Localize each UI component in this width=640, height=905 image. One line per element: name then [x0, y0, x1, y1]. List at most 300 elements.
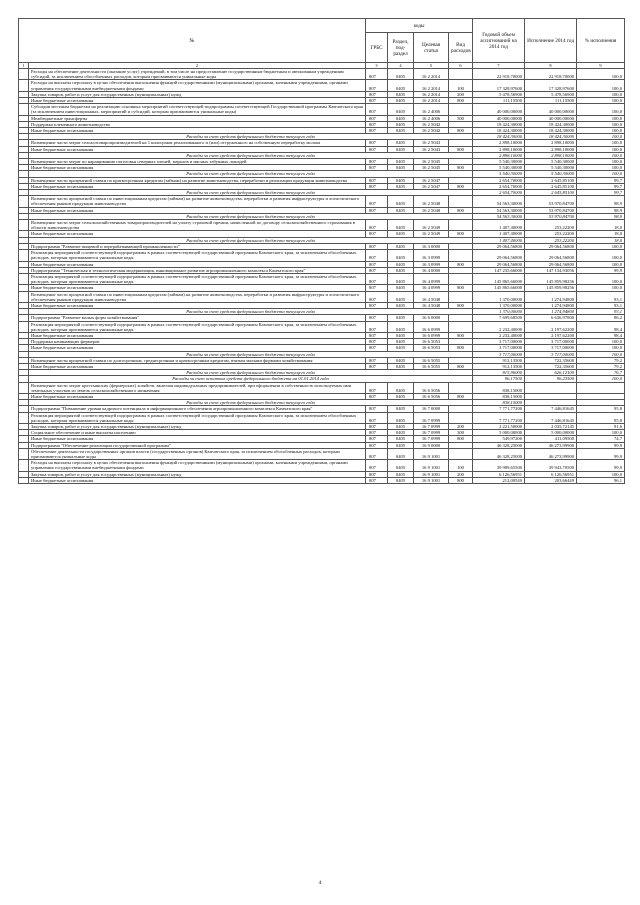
execution-percent-cell: 100,0 — [577, 69, 625, 80]
plan-amount-cell: 2 654,70000 — [473, 177, 525, 183]
plan-amount-cell: 54 563,30000 — [473, 196, 525, 207]
row-name-cell: Расходы за счет остатков средств федерального бюджета на 01.01.2014 года — [29, 376, 473, 382]
plan-amount-cell: 1 370,00000 — [473, 291, 525, 302]
razdel-cell: 0405 — [388, 250, 414, 261]
razdel-cell: 0405 — [388, 243, 414, 249]
plan-amount-cell: 838,15000 — [473, 400, 525, 406]
grbs-cell: 807 — [366, 91, 388, 97]
execution-amount-cell: 253,22200 — [525, 237, 577, 243]
row-name-cell: Иные бюджетные ассигнования — [29, 436, 366, 442]
grbs-cell: 807 — [366, 98, 388, 104]
execution-amount-cell: 2 035,72145 — [525, 423, 577, 429]
table-row — [19, 291, 625, 302]
expense-type-cell: 800 — [449, 477, 473, 483]
execution-percent-cell: 86,2 — [577, 315, 625, 321]
plan-amount-cell: 5 540,30000 — [473, 171, 525, 177]
execution-amount-cell: 18 424,30000 — [525, 134, 577, 140]
target-article-cell: 16 9 0000 — [414, 442, 449, 448]
header-num: № — [19, 19, 366, 63]
grbs-cell: 807 — [366, 146, 388, 152]
target-article-cell: 16 2 5045 — [414, 165, 449, 171]
target-article-cell: 16 2 5043 — [414, 140, 449, 146]
row-index-cell — [19, 104, 29, 115]
expense-type-cell: 800 — [449, 231, 473, 237]
plan-amount-cell: 2 898,10000 — [473, 152, 525, 158]
row-index-cell — [19, 273, 29, 284]
execution-percent-cell: 98,9 — [577, 207, 625, 213]
grbs-cell: 807 — [366, 285, 388, 291]
execution-percent-cell: 100,0 — [577, 128, 625, 134]
plan-amount-cell: 549,97200 — [473, 436, 525, 442]
execution-percent-cell: 95,8 — [577, 412, 625, 423]
execution-amount-cell: 5 540,30000 — [525, 171, 577, 177]
table-body — [19, 69, 625, 484]
colnum: 3 — [366, 63, 388, 69]
table-row — [19, 196, 625, 207]
target-article-cell: 16 9 1001 — [414, 460, 449, 471]
plan-amount-cell: 18 424,30000 — [473, 134, 525, 140]
expense-type-cell — [449, 291, 473, 302]
expense-type-cell: 200 — [449, 91, 473, 97]
row-name-cell: Иные бюджетные ассигнования — [29, 363, 366, 369]
target-article-cell: 16 2 5043 — [414, 146, 449, 152]
target-article-cell: 16 6 5056 — [414, 393, 449, 399]
row-name-cell: Поддержка начинающих фермеров — [29, 339, 366, 345]
expense-type-cell: 800 — [449, 261, 473, 267]
execution-amount-cell: 145 859,98256 — [525, 285, 577, 291]
expense-type-cell: 200 — [449, 471, 473, 477]
razdel-cell: 0405 — [388, 442, 414, 448]
row-name-cell: Возмещение части процентной ставки по краткосрочным кредитам (займам) на развитие животноводства, переработки и реализации продукции животноводства — [29, 177, 366, 183]
row-name-cell: Возмещение части затрат по наращиванию поголовья северных оленей, маралов и мясных табунных лошадей — [29, 159, 366, 165]
target-article-cell: 16 6 5053 — [414, 339, 449, 345]
plan-amount-cell: 2 232,40000 — [473, 332, 525, 338]
expense-type-cell — [449, 412, 473, 423]
target-article-cell: 16 2 4006 — [414, 104, 449, 115]
execution-amount-cell: 253,22200 — [525, 231, 577, 237]
execution-amount-cell: 53 970,84700 — [525, 207, 577, 213]
razdel-cell: 0405 — [388, 285, 414, 291]
plan-amount-cell: 815,96000 — [473, 370, 525, 376]
row-name-cell: Расходы за счет средств федерального бюджета текущего года — [29, 370, 473, 376]
execution-amount-cell: 40 000,00000 — [525, 104, 577, 115]
plan-amount-cell: 145 865,66000 — [473, 273, 525, 284]
execution-amount-cell: 29 064,56800 — [525, 261, 577, 267]
expense-type-cell: 800 — [449, 98, 473, 104]
grbs-cell: 807 — [366, 363, 388, 369]
execution-percent-cell: 99,9 — [577, 460, 625, 471]
plan-amount-cell: 2 654,70000 — [473, 183, 525, 189]
execution-percent-cell: 100,0 — [577, 250, 625, 261]
header-codes: коды — [366, 19, 473, 33]
row-name-cell: Иные бюджетные ассигнования — [29, 183, 366, 189]
execution-percent-cell: 100,0 — [577, 273, 625, 284]
execution-amount-cell: 2 898,10000 — [525, 152, 577, 158]
grbs-cell: 807 — [366, 104, 388, 115]
page-number: 4 — [318, 880, 322, 886]
plan-amount-cell: 54 563,30000 — [473, 207, 525, 213]
row-index-cell — [19, 321, 29, 332]
expense-type-cell: 800 — [449, 436, 473, 442]
execution-percent-cell: 100,0 — [577, 98, 625, 104]
grbs-cell: 807 — [366, 477, 388, 483]
grbs-cell: 807 — [366, 196, 388, 207]
target-article-cell: 16 2 5049 — [414, 231, 449, 237]
plan-amount-cell: 1 370,00000 — [473, 302, 525, 308]
execution-percent-cell: 100,0 — [577, 339, 625, 345]
razdel-cell: 0405 — [388, 423, 414, 429]
razdel-cell: 0405 — [388, 412, 414, 423]
execution-percent-cell: 100,0 — [577, 471, 625, 477]
plan-amount-cell: 1 407,40000 — [473, 220, 525, 231]
plan-amount-cell: 7 771,77200 — [473, 406, 525, 412]
execution-percent-cell: 100,0 — [577, 121, 625, 127]
execution-percent-cell: 100,0 — [577, 140, 625, 146]
plan-amount-cell: 2 898,10000 — [473, 140, 525, 146]
expense-type-cell: 100 — [449, 460, 473, 471]
header-pct: % исполнения — [577, 19, 625, 63]
grbs-cell: 807 — [366, 267, 388, 273]
razdel-cell: 0405 — [388, 128, 414, 134]
table-row — [19, 382, 625, 393]
razdel-cell: 0405 — [388, 207, 414, 213]
plan-amount-cell: 96,17500 — [473, 376, 525, 382]
row-name-cell: Иные бюджетные ассигнования — [29, 207, 366, 213]
execution-percent-cell: 93,1 — [577, 309, 625, 315]
razdel-cell: 0405 — [388, 183, 414, 189]
razdel-cell: 0405 — [388, 291, 414, 302]
razdel-cell: 0405 — [388, 196, 414, 207]
execution-amount-cell: 2 898,10000 — [525, 140, 577, 146]
row-name-cell: Обеспечение деятельности государственных органов власти (государственных органов) Камчатского края, за исключением обособленных расходов, которым присваиваются уникальные коды — [29, 448, 366, 459]
razdel-cell: 0405 — [388, 273, 414, 284]
execution-amount-cell: 7 446,81645 — [525, 412, 577, 423]
grbs-cell: 807 — [366, 315, 388, 321]
target-article-cell: 16 2 5048 — [414, 207, 449, 213]
execution-amount-cell: 29 064,56800 — [525, 243, 577, 249]
grbs-cell: 807 — [366, 412, 388, 423]
razdel-cell: 0405 — [388, 436, 414, 442]
expense-type-cell: 100 — [449, 80, 473, 91]
expense-type-cell — [449, 382, 473, 393]
target-article-cell: 16 9 1001 — [414, 477, 449, 483]
target-article-cell: 16 7 0999 — [414, 423, 449, 429]
execution-percent-cell: 93,1 — [577, 302, 625, 308]
razdel-cell: 0405 — [388, 363, 414, 369]
execution-amount-cell: 5 540,30000 — [525, 165, 577, 171]
row-name-cell: Расходы на выплаты персоналу в целях обеспечения выполнения функций государственными (муниципальными) органами, казенными учреждениями, органами управления государственными внебюджетными фондами — [29, 80, 366, 91]
execution-amount-cell: 39 943,70500 — [525, 460, 577, 471]
header-isp: Исполнение 2014 год — [525, 19, 577, 63]
target-article-cell: 16 3 0999 — [414, 250, 449, 261]
execution-percent-cell: 96,1 — [577, 477, 625, 483]
execution-percent-cell: 98,9 — [577, 213, 625, 219]
colnum: 2 — [29, 63, 366, 69]
row-name-cell: Возмещение части затрат сельскохозяйственных товаропроизводителей на уплату страховой премии, начисленной по договору сельскохозяйственного страхования в области животноводства — [29, 220, 366, 231]
expense-type-cell: 500 — [449, 115, 473, 121]
plan-amount-cell: 1 407,40000 — [473, 237, 525, 243]
grbs-cell: 807 — [366, 321, 388, 332]
plan-amount-cell: 838,15000 — [473, 382, 525, 393]
execution-percent-cell: 100,0 — [577, 80, 625, 91]
target-article-cell: 16 2 4006 — [414, 115, 449, 121]
grbs-cell: 807 — [366, 207, 388, 213]
execution-percent-cell: 100,0 — [577, 104, 625, 115]
execution-amount-cell: 46 273,99900 — [525, 448, 577, 459]
grbs-cell: 807 — [366, 332, 388, 338]
razdel-cell: 0405 — [388, 159, 414, 165]
razdel-cell: 0405 — [388, 220, 414, 231]
target-article-cell: 16 4 0000 — [414, 267, 449, 273]
grbs-cell: 807 — [366, 339, 388, 345]
budget-document — [18, 18, 624, 484]
row-name-cell: Реализация мероприятий соответствующей подпрограммы в рамках соответствующей государственной программы Камчатского края, за исключением обособленных расходов, которым присваиваются уникальные коды — [29, 321, 366, 332]
plan-amount-cell: 5 540,30000 — [473, 159, 525, 165]
razdel-cell: 0405 — [388, 357, 414, 363]
execution-percent-cell: 100,0 — [577, 146, 625, 152]
execution-percent-cell — [577, 382, 625, 393]
target-article-cell: 16 6 5056 — [414, 382, 449, 393]
razdel-cell: 0405 — [388, 332, 414, 338]
grbs-cell: 807 — [366, 273, 388, 284]
expense-type-cell: 800 — [449, 332, 473, 338]
header-cs: Целевая статья — [414, 33, 449, 63]
target-article-cell: 16 2 5047 — [414, 177, 449, 183]
expense-type-cell — [449, 196, 473, 207]
plan-amount-cell: 3 717,00000 — [473, 345, 525, 351]
plan-amount-cell: 2 232,40000 — [473, 321, 525, 332]
budget-table — [18, 18, 625, 484]
target-article-cell: 16 2 5047 — [414, 183, 449, 189]
expense-type-cell: 800 — [449, 183, 473, 189]
target-article-cell: 16 2 2014 — [414, 69, 449, 80]
target-article-cell: 16 4 5048 — [414, 302, 449, 308]
execution-percent-cell: 100,0 — [577, 345, 625, 351]
expense-type-cell — [449, 321, 473, 332]
colnum: 1 — [19, 63, 29, 69]
target-article-cell: 16 6 0999 — [414, 332, 449, 338]
row-name-cell: Расходы за счет средств федерального бюджета текущего года — [29, 213, 473, 219]
execution-percent-cell: 100,0 — [577, 159, 625, 165]
row-name-cell: Подпрограмма "Повышение уровня кадрового потенциала и информационного обеспечения агропромышленного комплекса Камчатского края" — [29, 406, 366, 412]
grbs-cell: 807 — [366, 121, 388, 127]
execution-amount-cell: 147 134,93056 — [525, 267, 577, 273]
colnum: 8 — [525, 63, 577, 69]
plan-amount-cell: 145 865,66000 — [473, 285, 525, 291]
plan-amount-cell: 838,15000 — [473, 393, 525, 399]
expense-type-cell: 800 — [449, 393, 473, 399]
row-name-cell: Возмещение части процентной ставки по инвестиционным кредитам (займам) на развитие животноводства, переработки и развития инфраструктуры и логистического обеспечения рынков продукции животноводства — [29, 291, 366, 302]
grbs-cell: 807 — [366, 220, 388, 231]
expense-type-cell — [449, 104, 473, 115]
plan-amount-cell: 29 064,56800 — [473, 261, 525, 267]
table-row — [19, 80, 625, 91]
row-index-cell — [19, 448, 29, 459]
execution-amount-cell: 46 273,99900 — [525, 442, 577, 448]
row-index-cell — [19, 196, 29, 207]
grbs-cell: 807 — [366, 393, 388, 399]
razdel-cell: 0405 — [388, 104, 414, 115]
plan-amount-cell: 212,00549 — [473, 477, 525, 483]
expense-type-cell — [449, 220, 473, 231]
plan-amount-cell: 111,15500 — [473, 98, 525, 104]
grbs-cell: 807 — [366, 165, 388, 171]
row-name-cell: Реализация мероприятий соответствующей подпрограммы в рамках соответствующей государственной программы Камчатского края, за исключением обособленных расходов, которым присваиваются уникальные коды — [29, 273, 366, 284]
grbs-cell: 807 — [366, 115, 388, 121]
table-row — [19, 321, 625, 332]
row-name-cell: Подпрограмма "Техническая и технологическая модернизация, инновационное развитие агропромышленного комплекса Камчатского края" — [29, 267, 366, 273]
execution-amount-cell: 7 446,81645 — [525, 406, 577, 412]
grbs-cell: 807 — [366, 231, 388, 237]
expense-type-cell: 800 — [449, 285, 473, 291]
grbs-cell: 807 — [366, 442, 388, 448]
row-index-cell — [19, 477, 29, 483]
execution-amount-cell: 17 328,97600 — [525, 80, 577, 91]
execution-amount-cell: 2 197,62200 — [525, 321, 577, 332]
execution-amount-cell: 1 274,94800 — [525, 291, 577, 302]
expense-type-cell — [449, 69, 473, 80]
execution-percent-cell: 100,0 — [577, 351, 625, 357]
row-name-cell: Возмещение части процентной ставки по инвестиционным кредитам (займам) на развитие животноводства, переработки и развития инфраструктуры и логистического обеспечения рынков продукции животноводства — [29, 196, 366, 207]
plan-amount-cell: 2 654,70000 — [473, 190, 525, 196]
row-name-cell: Возмещение части процентной ставки по долгосрочным, среднесрочным и краткосрочным кредитам, взятым малыми формами хозяйствования — [29, 357, 366, 363]
expense-type-cell: 800 — [449, 165, 473, 171]
expense-type-cell: 300 — [449, 430, 473, 436]
execution-amount-cell: 722,35600 — [525, 357, 577, 363]
execution-percent-cell: 100,0 — [577, 243, 625, 249]
execution-amount-cell: 53 970,84700 — [525, 213, 577, 219]
table-row — [19, 69, 625, 80]
target-article-cell: 16 2 5045 — [414, 159, 449, 165]
plan-amount-cell: 5 000,00000 — [473, 430, 525, 436]
plan-amount-cell: 912,13500 — [473, 357, 525, 363]
plan-amount-cell: 7 771,77200 — [473, 412, 525, 423]
execution-amount-cell: 96,23500 — [525, 376, 577, 382]
execution-percent-cell: 100,0 — [577, 152, 625, 158]
grbs-cell: 807 — [366, 430, 388, 436]
header-vr: Вид расходов — [449, 33, 473, 63]
execution-percent-cell: 74,7 — [577, 436, 625, 442]
expense-type-cell — [449, 448, 473, 459]
grbs-cell: 807 — [366, 382, 388, 393]
razdel-cell: 0405 — [388, 315, 414, 321]
execution-amount-cell: 5 478,56900 — [525, 91, 577, 97]
target-article-cell: 16 2 5042 — [414, 121, 449, 127]
grbs-cell: 807 — [366, 345, 388, 351]
row-name-cell: Межбюджетные трансферты — [29, 115, 366, 121]
grbs-cell: 807 — [366, 243, 388, 249]
row-name-cell: Субсидии местным бюджетам на реализацию основных мероприятий соответствующей подпрограммы соответствующей Государственной программы Камчатского края (за исключением инвестиционных, мероприятий и субсидий, которым присваиваются уникальные коды) — [29, 104, 366, 115]
target-article-cell: 16 6 0999 — [414, 321, 449, 332]
row-index-cell — [19, 291, 29, 302]
target-article-cell: 16 6 5055 — [414, 363, 449, 369]
grbs-cell: 807 — [366, 183, 388, 189]
execution-amount-cell: 253,22200 — [525, 220, 577, 231]
razdel-cell: 0405 — [388, 261, 414, 267]
expense-type-cell: 800 — [449, 302, 473, 308]
target-article-cell: 16 4 0999 — [414, 285, 449, 291]
row-name-cell: Иные бюджетные ассигнования — [29, 393, 366, 399]
row-name-cell: Реализация мероприятий соответствующей подпрограммы в рамках соответствующей государственной программы Камчатского края, за исключением обособленных расходов, которым присваиваются уникальные коды — [29, 412, 366, 423]
row-index-cell — [19, 250, 29, 261]
execution-amount-cell: 2 645,85100 — [525, 190, 577, 196]
execution-amount-cell: 203,66449 — [525, 477, 577, 483]
razdel-cell: 0405 — [388, 69, 414, 80]
expense-type-cell: 800 — [449, 207, 473, 213]
plan-amount-cell: 1 370,00000 — [473, 309, 525, 315]
row-name-cell: Иные бюджетные ассигнования — [29, 302, 366, 308]
row-name-cell: Расходы за счет средств федерального бюджета текущего года — [29, 309, 473, 315]
execution-percent-cell: 98,4 — [577, 321, 625, 332]
razdel-cell: 0405 — [388, 98, 414, 104]
grbs-cell: 807 — [366, 159, 388, 165]
row-name-cell: Иные бюджетные ассигнования — [29, 165, 366, 171]
plan-amount-cell: 2 221,50000 — [473, 423, 525, 429]
execution-amount-cell: 145 859,98256 — [525, 273, 577, 284]
row-name-cell: Подпрограмма "Обеспечение реализации государственной программы" — [29, 442, 366, 448]
colnum: 5 — [414, 63, 449, 69]
execution-percent-cell: 76,7 — [577, 370, 625, 376]
execution-percent-cell: 100,0 — [577, 261, 625, 267]
execution-amount-cell: 22 918,70000 — [525, 69, 577, 80]
plan-amount-cell: 5 540,30000 — [473, 165, 525, 171]
row-index-cell — [19, 412, 29, 423]
header-grbs: ГРБС — [366, 33, 388, 63]
execution-percent-cell: 18,0 — [577, 237, 625, 243]
execution-amount-cell: 29 064,56800 — [525, 250, 577, 261]
header-plan: Годовой объем ассигнований на 2014 год — [473, 19, 525, 63]
plan-amount-cell: 1 407,40000 — [473, 231, 525, 237]
grbs-cell: 807 — [366, 261, 388, 267]
target-article-cell: 16 6 0000 — [414, 315, 449, 321]
target-article-cell: 16 6 5053 — [414, 345, 449, 351]
row-name-cell: Иные бюджетные ассигнования — [29, 98, 366, 104]
row-name-cell: Социальное обеспечение и иные выплаты населению — [29, 430, 366, 436]
execution-amount-cell: 722,35600 — [525, 363, 577, 369]
row-name-cell: Расходы за счет средств федерального бюджета текущего года — [29, 190, 473, 196]
row-name-cell: Иные бюджетные ассигнования — [29, 231, 366, 237]
execution-percent-cell: 100,0 — [577, 134, 625, 140]
table-row — [19, 104, 625, 115]
plan-amount-cell: 7 699,68500 — [473, 315, 525, 321]
execution-amount-cell: 3 717,00000 — [525, 345, 577, 351]
expense-type-cell: 800 — [449, 363, 473, 369]
row-name-cell: Возмещение части затрат крестьянских (фермерских) хозяйств, включая индивидуальных предпринимателей, при оформлении в собственность используемых ими земельных участков из земель сельскохозяйственного назначения — [29, 382, 366, 393]
execution-amount-cell: 18 424,30000 — [525, 128, 577, 134]
grbs-cell: 807 — [366, 291, 388, 302]
expense-type-cell — [449, 273, 473, 284]
execution-percent-cell: 100,0 — [577, 285, 625, 291]
grbs-cell: 807 — [366, 80, 388, 91]
row-name-cell: Иные бюджетные ассигнования — [29, 345, 366, 351]
execution-percent-cell: 99,7 — [577, 190, 625, 196]
table-row — [19, 477, 625, 483]
row-name-cell: Расходы на обеспечение деятельности (оказание услуг) учреждений, в том числе на предоставление государственным бюджетным и автономным учреждениям субсидий, за исключением обособленных расходов, которым присваиваются уникальные коды — [29, 69, 366, 80]
table-row — [19, 220, 625, 231]
row-name-cell: Подпрограмма "Развитие пищевой и перерабатывающей промышленности" — [29, 243, 366, 249]
execution-amount-cell: 6 126,56951 — [525, 471, 577, 477]
grbs-cell: 807 — [366, 423, 388, 429]
execution-percent-cell: 18,0 — [577, 231, 625, 237]
grbs-cell: 807 — [366, 250, 388, 261]
plan-amount-cell: 29 064,56800 — [473, 250, 525, 261]
execution-amount-cell: 6 636,97800 — [525, 315, 577, 321]
grbs-cell: 807 — [366, 471, 388, 477]
row-name-cell: Иные бюджетные ассигнования — [29, 332, 366, 338]
expense-type-cell — [449, 250, 473, 261]
plan-amount-cell: 17 328,97600 — [473, 80, 525, 91]
grbs-cell: 807 — [366, 69, 388, 80]
